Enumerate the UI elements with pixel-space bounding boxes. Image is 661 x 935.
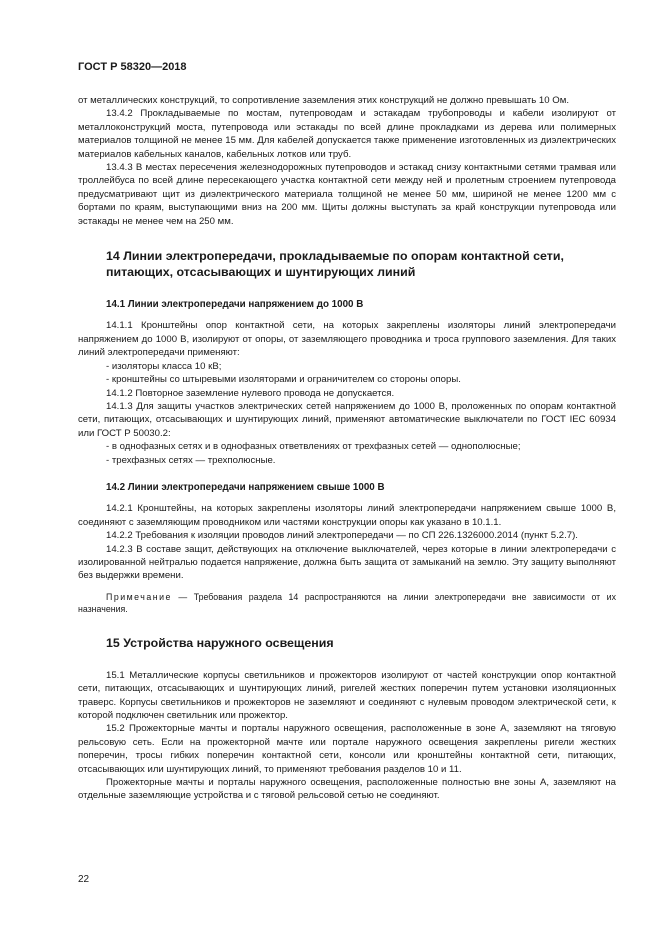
note — [78, 591, 616, 615]
list-item: - трехфазных сетях — трехполюсные. — [106, 454, 616, 467]
paragraph: 13.4.2 Прокладываемые по мостам, путепроводам и эстакадам трубопроводы и кабели изолируют от металлоконструкций моста, путепровода или эстакады по всей длине прокладками из дерева или полимерных материалов толщиной не менее 15 мм. Для кабелей допускается также применение изготовленных из диэлектрических материалов кабельных каналов, кабельных лотков или труб. — [78, 108, 616, 160]
paragraph: 13.4.3 В местах пересечения железнодорожных путепроводов и эстакад снизу контактными сетями трамвая или троллейбуса по всей длине пересекающего участка контактной сети между ней и пролетным строением путепровода предусматривают щит из диэлектрического материала толщиной не менее 50 мм, шириной не менее 1200 мм с бортами по краям, выступающими вниз на 200 мм. Щиты должны выступать за край конструкции путепровода или эстакады не менее чем на 250 мм. — [78, 162, 616, 227]
list-item: - изоляторы класса 10 кВ; — [106, 360, 616, 373]
section-14-title: 14 Линии электропередачи, прокладываемые по опорам контактной сети, питающих, отсасывающих и шунтирующих линий — [106, 249, 564, 280]
list — [78, 360, 616, 387]
paragraph: 14.2.3 В составе защит, действующих на отключение выключателей, через которые в линии электропередачи с изолированной нейтралью подается напряжение, должна быть защита от замыканий на землю. Эту защиту выполняют без выдержки времени. — [78, 543, 616, 582]
content — [78, 94, 616, 803]
list-item: - кронштейны со штыревыми изоляторами и ограничителем со стороны опоры. — [106, 373, 616, 386]
subsection-14-1-title: 14.1 Линии электропередачи напряжением до 1000 В — [106, 299, 364, 311]
section-15-title: 15 Устройства наружного освещения — [106, 635, 334, 650]
list — [78, 440, 616, 467]
document-id: ГОСТ Р 58320—2018 — [78, 61, 187, 73]
paragraph: 14.1.3 Для защиты участков электрических сетей напряжением до 1000 В, проложенных по опорам контактной сети, питающих, отсасывающих и шунтирующих линий, применяют автоматические выключатели по ГОСТ IEC 60934 или ГОСТ Р 50030.2: — [78, 400, 616, 439]
note-text: — Требования раздела 14 распространяются на линии электропередачи вне зависимости от их назначения. — [78, 591, 616, 614]
paragraph: 14.1.1 Кронштейны опор контактной сети, на которых закреплены изоляторы линий электропередачи напряжением до 1000 В, изолируют от опоры, от заземляющего проводника и троса группового заземления. Для таких линий электропередачи применяют: — [78, 320, 616, 359]
paragraph: 14.1.2 Повторное заземление нулевого провода не допускается. — [106, 387, 395, 399]
paragraph: 15.2 Прожекторные мачты и порталы наружного освещения, расположенные в зоне А, заземляют на тяговую рельсовую сеть. Если на прожекторной мачте или портале наружного освещения закреплены ригели жестких поперечин, тросы гибких поперечин контактной сети, консоли или кронштейны контактной сети, питающих, отсасывающих или шунтирующих линий, то применяют требования разделов 10 и 11. — [78, 723, 616, 775]
note-label: Примечание — [106, 591, 172, 602]
list-item: - в однофазных сетях и в однофазных ответвлениях от трехфазных сетей — однополюсные; — [106, 440, 616, 453]
paragraph: от металлических конструкций, то сопротивление заземления этих конструкций не должно превышать 10 Ом. — [78, 95, 569, 106]
paragraph: 14.2.1 Кронштейны, на которых закреплены изоляторы линий электропередачи напряжением свыше 1000 В, соединяют с заземляющим проводником или частями конструкции опоры как указано в 10.1.1. — [78, 503, 616, 528]
paragraph: 14.2.2 Требования к изоляции проводов линий электропередачи — по СП 226.1326000.2014 (пункт 5.2.7). — [106, 530, 578, 542]
paragraph: Прожекторные мачты и порталы наружного освещения, расположенные полностью вне зоны А, заземляют на отдельные заземляющие устройства и с тяговой рельсовой сетью не соединяют. — [78, 777, 616, 802]
subsection-14-2-title: 14.2 Линии электропередачи напряжением свыше 1000 В — [106, 481, 385, 493]
page-number: 22 — [78, 874, 90, 885]
paragraph: 15.1 Металлические корпусы светильников и прожекторов изолируют от частей конструкции опор контактной сети, питающих, отсасывающих и шунтирующих линий, ригелей жестких поперечин путем установки изоляционных траверс. Корпусы светильников и прожекторов не заземляют и соединяют с нулевым проводом электрической сети, к которой подключен светильник или прожектор. — [78, 669, 616, 721]
